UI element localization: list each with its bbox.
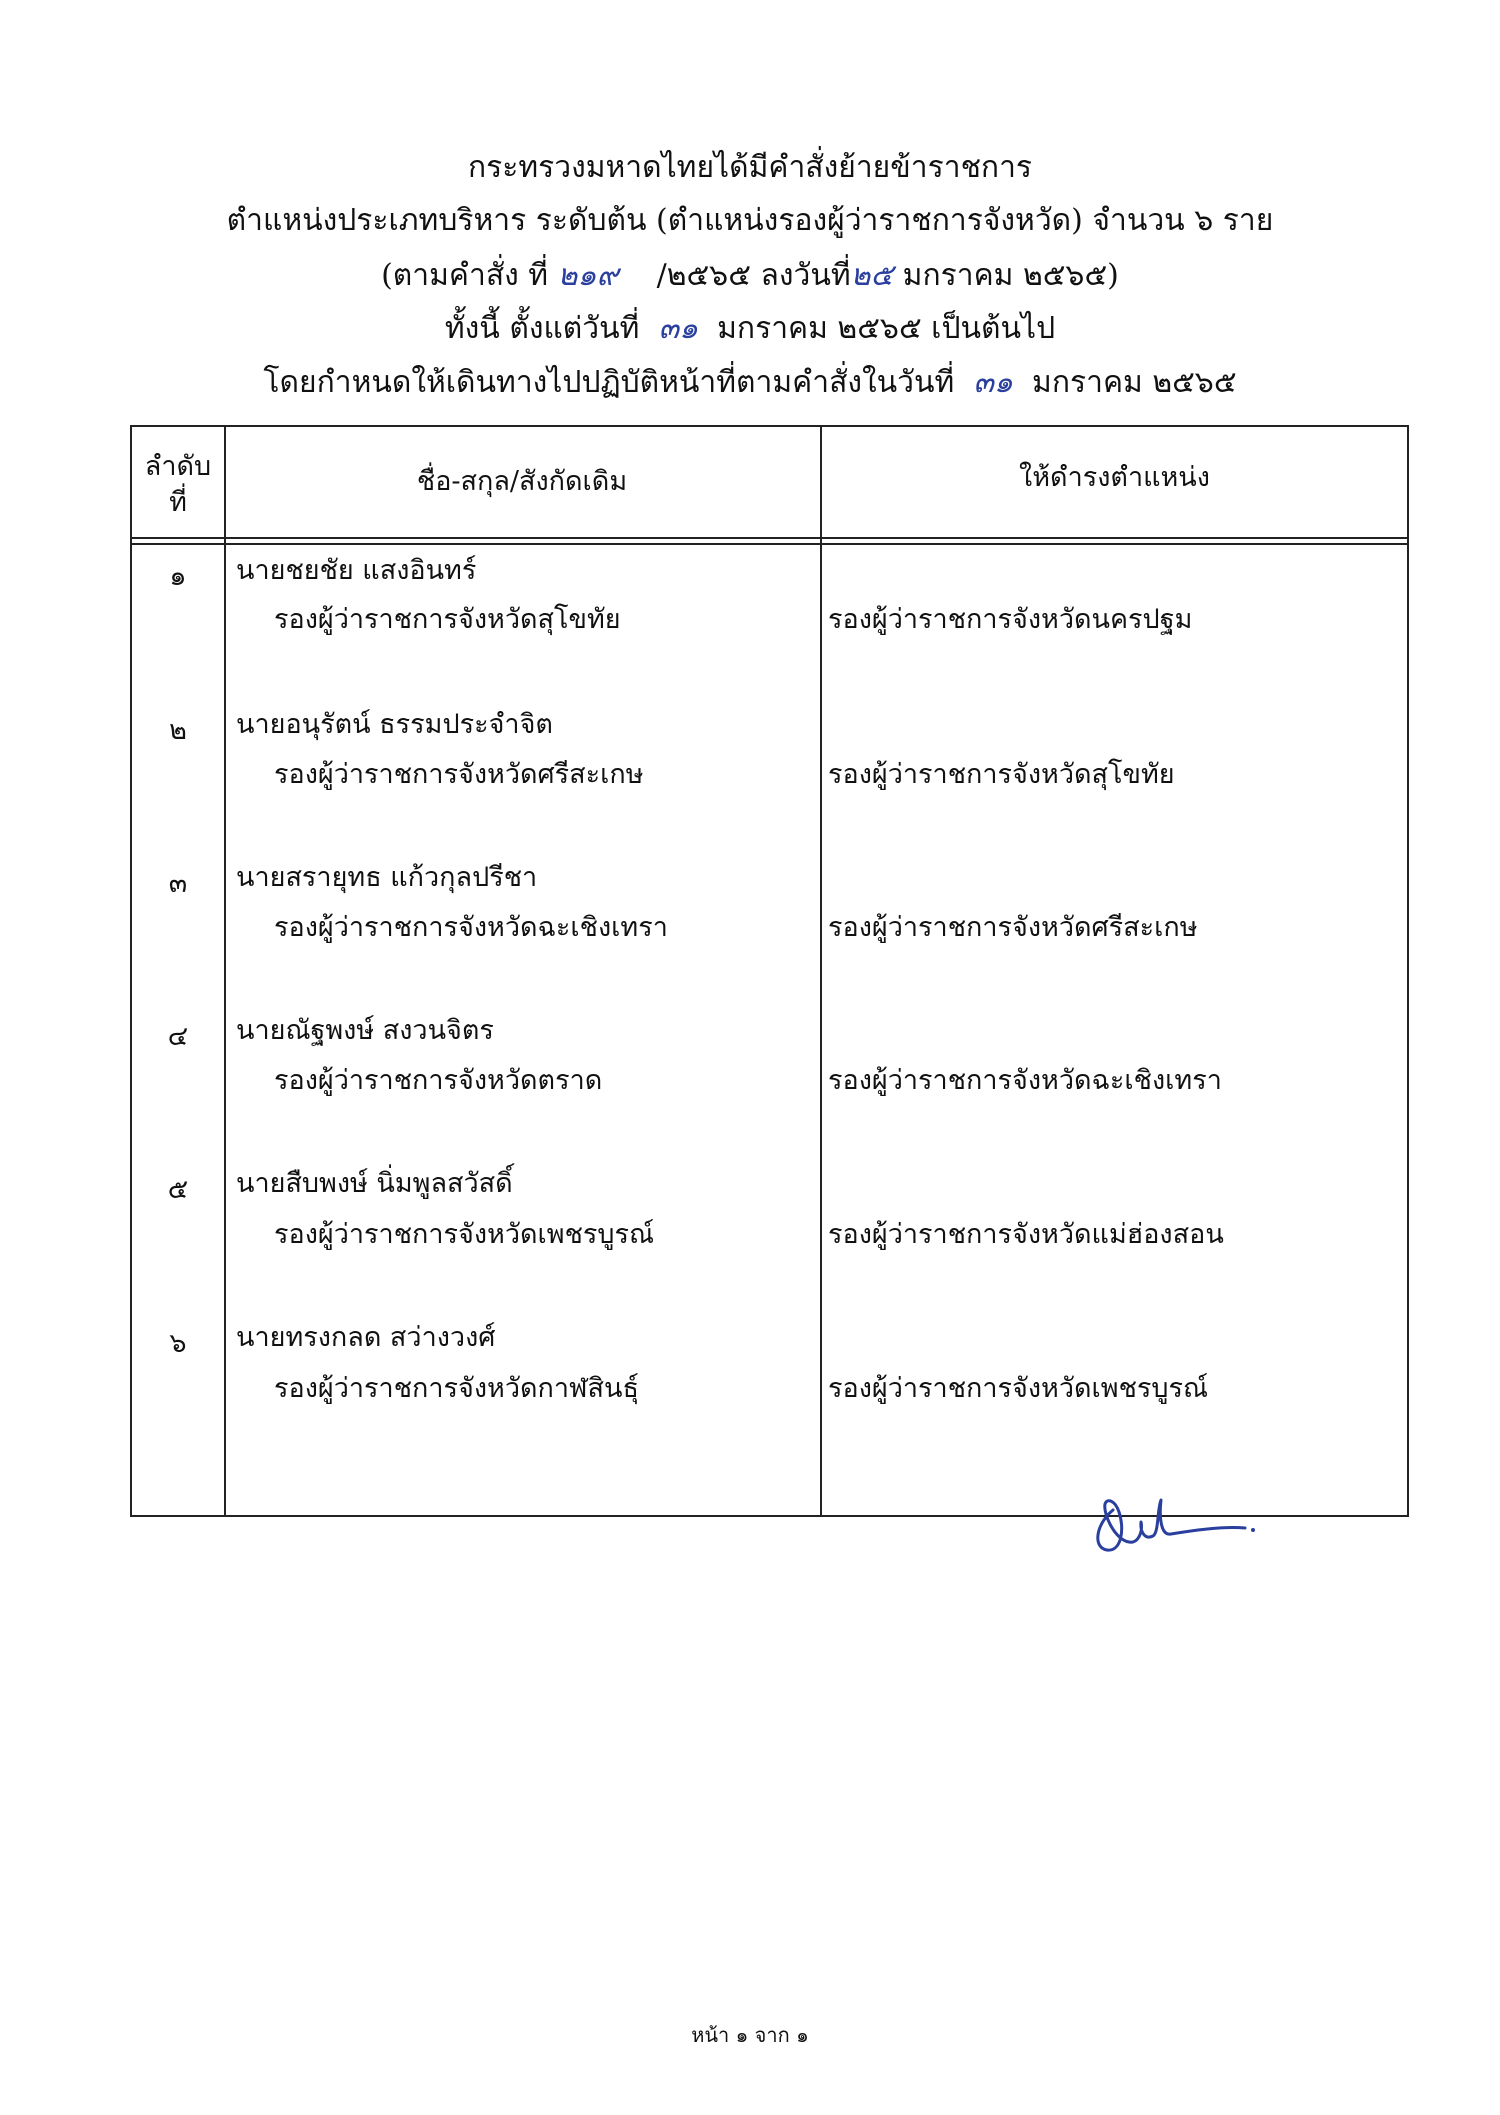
heading-line-1-text: กระทรวงมหาดไทยได้มีคำสั่งย้ายข้าราชการ <box>467 150 1033 185</box>
heading-line-2 <box>0 201 1500 241</box>
header-divider-top <box>132 537 1407 539</box>
heading-line-2-text: ตำแหน่งประเภทบริหาร ระดับต้น (ตำแหน่งรองผู้ว่าราชการจังหวัด) จำนวน ๖ ราย <box>226 203 1274 238</box>
person-name: นายทรงกลด สว่างวงศ์ <box>236 1322 496 1353</box>
order-prefix: (ตามคำสั่ง ที่ <box>381 258 549 293</box>
row-number: ๕ <box>167 1174 189 1205</box>
new-position: รองผู้ว่าราชการจังหวัดศรีสะเกษ <box>828 912 1198 943</box>
row-number: ๒ <box>169 715 187 746</box>
original-position: รองผู้ว่าราชการจังหวัดกาฬสินธุ์ <box>274 1373 639 1404</box>
new-position: รองผู้ว่าราชการจังหวัดฉะเชิงเทรา <box>828 1065 1222 1096</box>
page-number-footer: หน้า ๑ จาก ๑ <box>691 2023 809 2047</box>
effective-day-handwritten: ๓๑ <box>658 311 699 346</box>
new-position: รองผู้ว่าราชการจังหวัดนครปฐม <box>828 604 1193 635</box>
travel-prefix: โดยกำหนดให้เดินทางไปปฏิบัติหน้าที่ตามคำสั่งในวันที่ <box>263 365 955 400</box>
row-number: ๔ <box>167 1021 189 1052</box>
new-position: รองผู้ว่าราชการจังหวัดแม่ฮ่องสอน <box>828 1219 1224 1250</box>
original-position: รองผู้ว่าราชการจังหวัดเพชรบูรณ์ <box>274 1219 655 1250</box>
transfer-table <box>130 425 1409 1517</box>
person-name: นายชยชัย แสงอินทร์ <box>236 555 477 586</box>
effective-suffix: มกราคม ๒๕๖๕ เป็นต้นไป <box>717 311 1056 346</box>
original-position: รองผู้ว่าราชการจังหวัดฉะเชิงเทรา <box>274 912 668 943</box>
order-date-label: /๒๕๖๕ ลงวันที่ <box>656 258 851 293</box>
column-divider-1 <box>224 427 226 1515</box>
original-position: รองผู้ว่าราชการจังหวัดตราด <box>274 1065 603 1096</box>
person-name: นายสืบพงษ์ นิ่มพูลสวัสดิ์ <box>236 1168 513 1199</box>
signature-mark <box>1085 1470 1265 1560</box>
new-position: รองผู้ว่าราชการจังหวัดเพชรบูรณ์ <box>828 1373 1209 1404</box>
original-position: รองผู้ว่าราชการจังหวัดสุโขทัย <box>274 604 621 635</box>
row-number: ๓ <box>168 868 188 899</box>
column-header-number-line1: ลำดับ <box>144 451 212 482</box>
row-number: ๖ <box>169 1328 187 1359</box>
heading-line-4 <box>0 309 1500 349</box>
person-name: นายสรายุทธ แก้วกุลปรีชา <box>236 862 538 893</box>
column-header-number-line2: ที่ <box>169 487 187 518</box>
column-header-number <box>132 449 224 521</box>
travel-day-handwritten: ๓๑ <box>973 365 1013 400</box>
travel-suffix: มกราคม ๒๕๖๕ <box>1032 365 1237 400</box>
new-position: รองผู้ว่าราชการจังหวัดสุโขทัย <box>828 759 1175 790</box>
order-number-handwritten: ๒๑๙ <box>557 258 619 293</box>
person-name: นายอนุรัตน์ ธรรมประจำจิต <box>236 709 553 740</box>
column-header-new-position: ให้ดำรงตำแหน่ง <box>1019 462 1210 493</box>
order-month-year: มกราคม ๒๕๖๕) <box>902 258 1119 293</box>
effective-prefix: ทั้งนี้ ตั้งแต่วันที่ <box>444 311 640 346</box>
header-divider-bottom <box>132 543 1407 545</box>
order-day-handwritten: ๒๕ <box>850 258 894 293</box>
person-name: นายณัฐพงษ์ สงวนจิตร <box>236 1015 494 1046</box>
heading-line-1 <box>0 148 1500 188</box>
row-number: ๑ <box>169 561 187 592</box>
column-divider-2 <box>820 427 822 1515</box>
heading-line-3 <box>0 256 1500 296</box>
column-header-name: ชื่อ-สกุล/สังกัดเดิม <box>416 466 628 497</box>
heading-line-5 <box>0 363 1500 403</box>
original-position: รองผู้ว่าราชการจังหวัดศรีสะเกษ <box>274 759 644 790</box>
